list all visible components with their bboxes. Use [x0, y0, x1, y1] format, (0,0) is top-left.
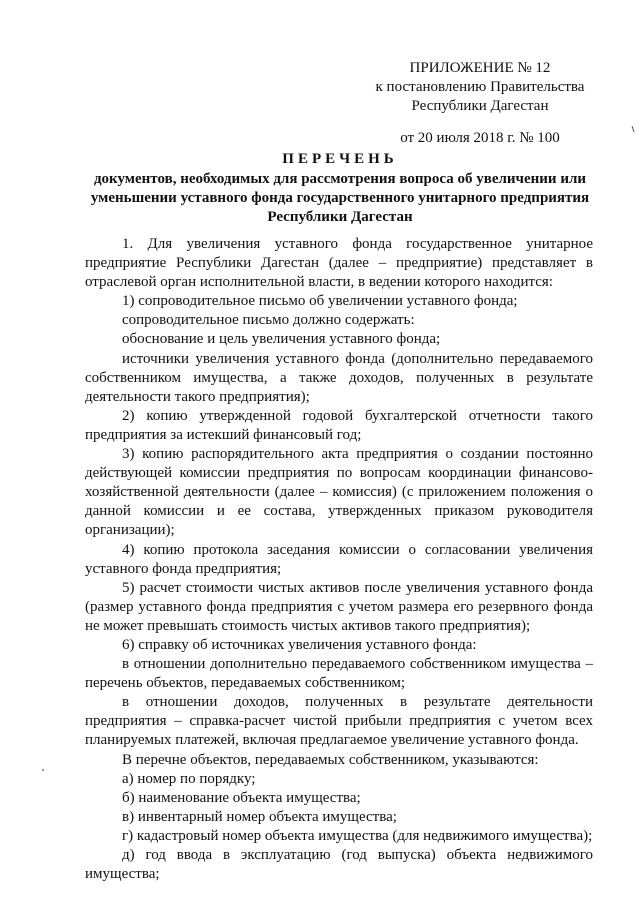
paragraph: а) номер по порядку;	[122, 770, 256, 787]
title-heading: ПЕРЕЧЕНЬ	[282, 151, 398, 167]
paragraph: 6) справку об источниках увеличения уставного фонда:	[122, 636, 477, 653]
paragraph: 2) копию утвержденной годовой бухгалтерской отчетности такого предприятия за истекший финансовый год;	[85, 407, 593, 443]
paragraph: в) инвентарный номер объекта имущества;	[122, 808, 397, 825]
paragraph: в отношении доходов, полученных в результате деятельности предприятия – справка-расчет чистой прибыли предприятия с учетом всех планируемых платежей, включая предлагаемое увеличение уставного фонда.	[85, 694, 593, 749]
paragraph: г) кадастровый номер объекта имущества (для недвижимого имущества);	[122, 827, 593, 844]
paragraph: источники увеличения уставного фонда (дополнительно передаваемого собственником имущества, а также доходов, полученных в результате деятельности такого предприятия);	[85, 350, 593, 405]
paragraph: В перечне объектов, передаваемых собственником, указываются:	[122, 751, 539, 768]
paragraph: 5) расчет стоимости чистых активов после увеличения уставного фонда (размер уставного фонда предприятия с учетом размера его резервного фонда не может превышать стоимость чистых активов такого предприятия);	[85, 579, 593, 634]
paragraph: 1. Для увеличения уставного фонда государственное унитарное предприятие Республики Дагестан (далее – предприятие) представляет в отраслевой орган исполнительной власти, в ведении которого находится:	[85, 236, 593, 291]
paragraph: д) год ввода в эксплуатацию (год выпуска) объекта недвижимого имущества;	[85, 847, 593, 883]
paragraph: обоснование и цель увеличения уставного фонда;	[122, 331, 441, 348]
paragraph: в отношении дополнительно передаваемого собственником имущества – перечень объектов, передаваемых собственником;	[85, 656, 593, 692]
title-subtitle: документов, необходимых для рассмотрения вопроса об увеличении или уменьшении уставного фонда государственного унитарного предприятия Республики Дагестан	[90, 171, 590, 225]
paragraph: б) наименование объекта имущества;	[122, 789, 361, 806]
document-title	[85, 150, 595, 227]
annex-reference: к постановлению Правительства	[375, 79, 585, 95]
paragraph: сопроводительное письмо должно содержать:	[122, 312, 415, 329]
annex-authority: Республики Дагестан	[411, 98, 549, 114]
paragraph: 4) копию протокола заседания комиссии о согласовании увеличения уставного фонда предприятия;	[85, 541, 593, 577]
scan-speck	[42, 769, 44, 771]
annex-header	[360, 59, 600, 148]
paragraph: 1) сопроводительное письмо об увеличении уставного фонда;	[122, 293, 518, 310]
annex-number: ПРИЛОЖЕНИЕ № 12	[409, 60, 551, 76]
paragraph: 3) копию распорядительного акта предприятия о создании постоянно действующей комиссии предприятия по вопросам координации финансово-хозяйственной деятельности (далее – комиссия) (с приложением положения о данной комиссии и ее состава, утвержденных приказом руководителя организации);	[85, 446, 593, 539]
document-body	[85, 235, 593, 884]
scan-speck	[632, 126, 634, 132]
annex-date: от 20 июля 2018 г. № 100	[400, 130, 560, 146]
